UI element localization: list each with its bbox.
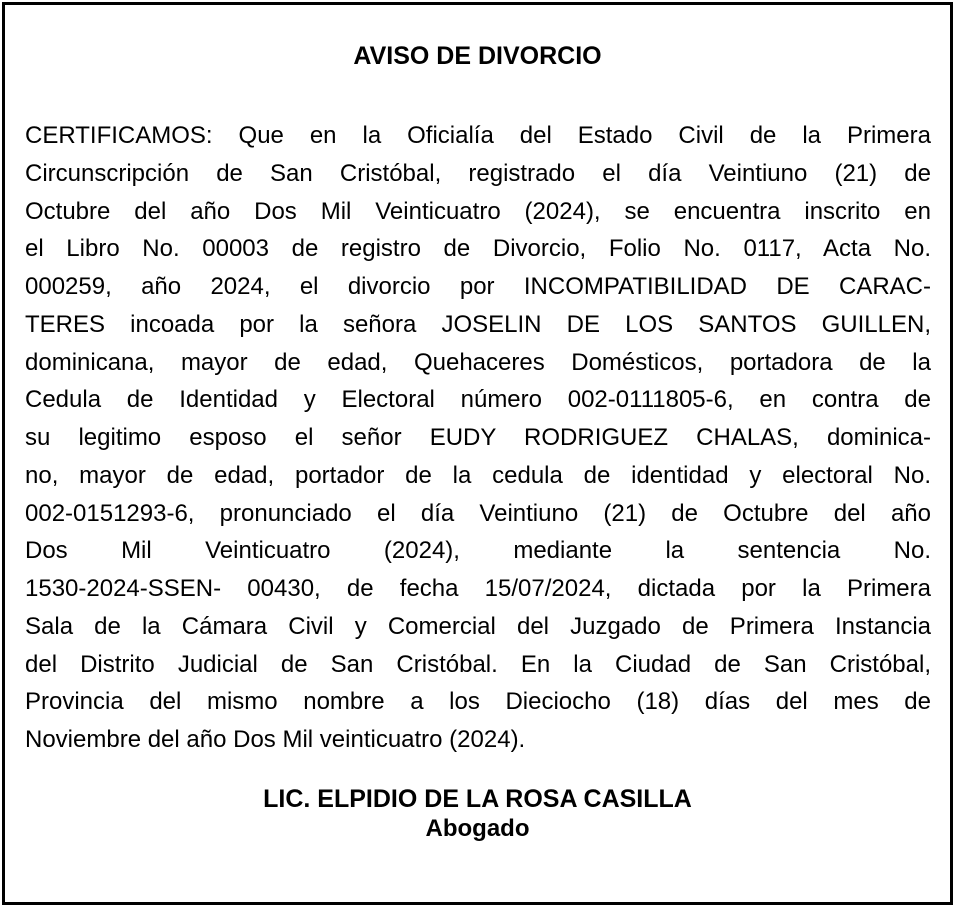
body-line: su legitimo esposo el señor EUDY RODRIGUEZ CHALAS, dominica- — [25, 424, 931, 451]
body-line: del Distrito Judicial de San Cristóbal. En la Ciudad de San Cristóbal, — [25, 650, 931, 678]
notice-title: AVISO DE DIVORCIO — [353, 42, 602, 70]
body-line: Sala de la Cámara Civil y Comercial del Juzgado de Primera Instancia — [25, 612, 931, 640]
body-line: no, mayor de edad, portador de la cedula de identidad y electoral No. — [25, 461, 931, 489]
body-line: el Libro No. 00003 de registro de Divorcio, Folio No. 0117, Acta No. — [25, 235, 931, 263]
notice-frame — [2, 2, 953, 905]
body-line: Dos Mil Veinticuatro (2024), mediante la sentencia No. — [25, 537, 931, 565]
signature-name: LIC. ELPIDIO DE LA ROSA CASILLA — [263, 785, 692, 813]
body-line: Octubre del año Dos Mil Veinticuatro (2024), se encuentra inscrito en — [25, 197, 931, 225]
body-line: dominicana, mayor de edad, Quehaceres Domésticos, portadora de la — [25, 348, 931, 376]
body-line: CERTIFICAMOS: Que en la Oficialía del Estado Civil de la Primera — [25, 122, 931, 149]
body-line: Provincia del mismo nombre a los Dieciocho (18) días del mes de — [25, 688, 931, 716]
body-line: Noviembre del año Dos Mil veinticuatro (2024). — [25, 726, 526, 753]
signature-role: Abogado — [425, 815, 530, 842]
body-line: 002-0151293-6, pronunciado el día Veintiuno (21) de Octubre del año — [25, 499, 931, 527]
signature-block — [5, 785, 950, 843]
body-line: TERES incoada por la señora JOSELIN DE LOS SANTOS GUILLEN, — [25, 310, 931, 338]
body-line: 1530-2024-SSEN- 00430, de fecha 15/07/2024, dictada por la Primera — [25, 575, 931, 602]
body-line: 000259, año 2024, el divorcio por INCOMPATIBILIDAD DE CARAC- — [25, 273, 931, 300]
notice-body — [25, 117, 931, 759]
body-line: Circunscripción de San Cristóbal, registrado el día Veintiuno (21) de — [25, 159, 931, 187]
body-line: Cedula de Identidad y Electoral número 002-0111805-6, en contra de — [25, 386, 931, 414]
